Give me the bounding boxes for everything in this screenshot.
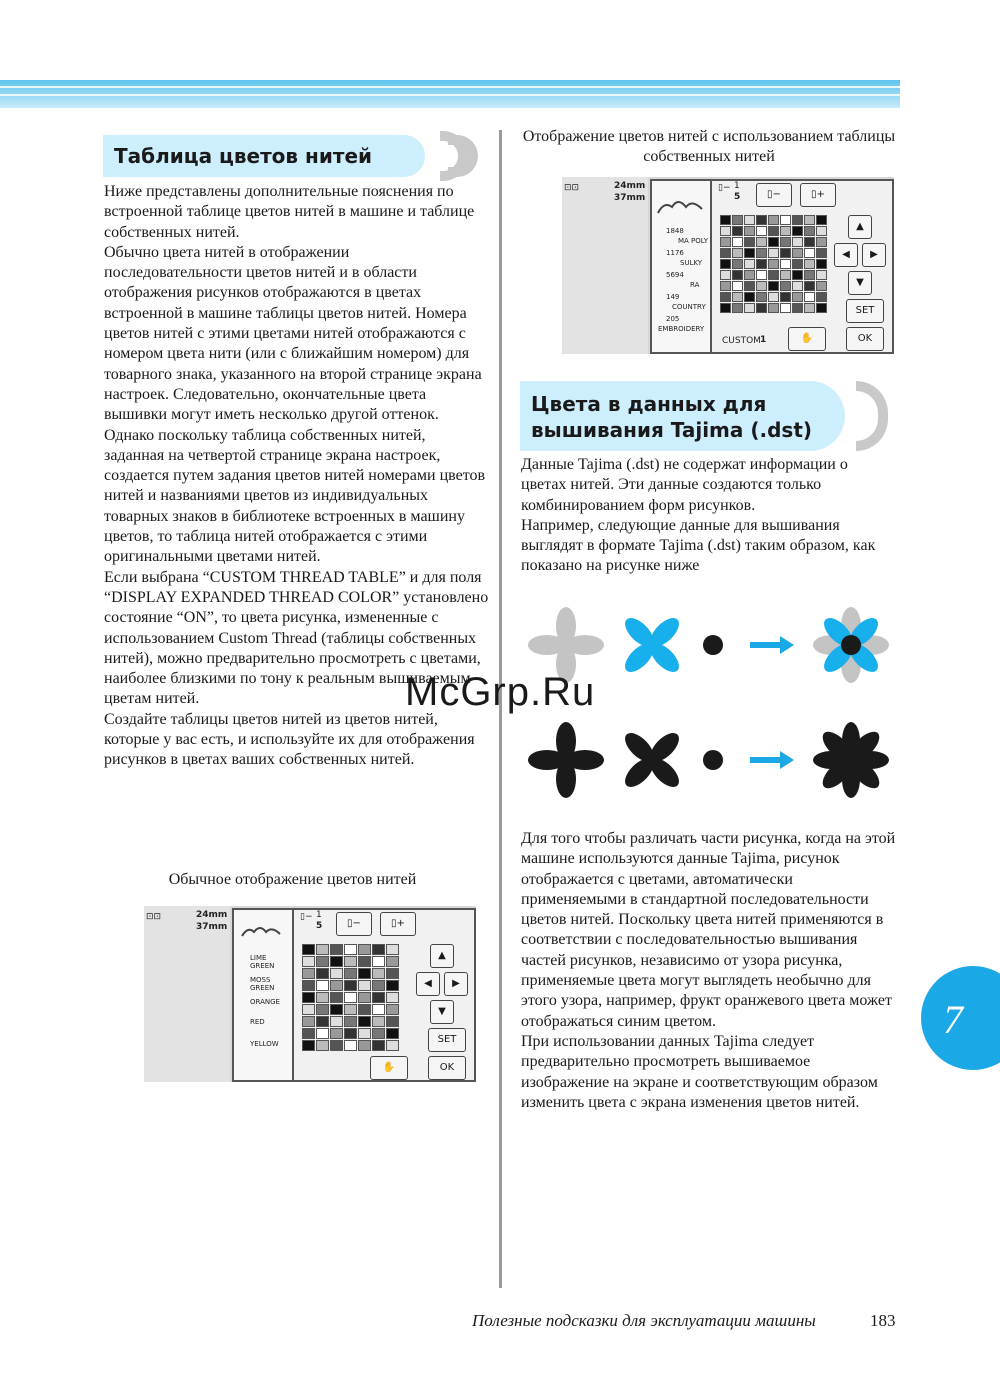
palette-swatch[interactable] [302,944,315,955]
palette-swatch[interactable] [756,281,767,291]
palette-swatch[interactable] [792,226,803,236]
palette-swatch[interactable] [386,1016,399,1027]
palette-swatch[interactable] [792,281,803,291]
palette-swatch[interactable] [316,1028,329,1039]
palette-swatch[interactable] [816,292,827,302]
palette-swatch[interactable] [386,956,399,967]
watermark: McGrp.Ru [405,670,596,714]
palette-swatch[interactable] [756,215,767,225]
screen-custom-thread-display [562,177,894,354]
paragraph: Обычно цвета нитей в отображении последовательности цветов нитей и в области отображения рисунков отображаются в цветах встроенной в машине таблицы цветов нитей. Номера цветов нитей с этими цветами нитей отображаются с номером цвета нити (или с ближайшим номером) для товарного знака, указанного на второй странице экрана настроек. Следовательно, окончательные цвета вышивки могут иметь несколько другой оттенок. [104,243,482,424]
heading-decoration [448,135,478,177]
palette-swatch[interactable] [720,259,731,269]
palette-swatch[interactable] [344,1028,357,1039]
palette-swatch[interactable] [344,980,357,991]
ok-button[interactable]: OK [846,327,884,351]
palette-swatch[interactable] [720,270,731,280]
palette-swatch[interactable] [316,1016,329,1027]
palette-swatch[interactable] [302,992,315,1003]
palette-swatch[interactable] [330,1016,343,1027]
palette-swatch[interactable] [358,968,371,979]
thread-item[interactable]: ORANGE [250,998,280,1006]
hoop-icon: ⊡⊡ [564,183,580,193]
left-arrow-button[interactable]: ◀ [834,243,858,267]
palette-swatch[interactable] [744,237,755,247]
palette-swatch[interactable] [804,281,815,291]
palette-swatch[interactable] [344,944,357,955]
petal [556,722,576,760]
custom-label: CUSTOM [722,336,761,346]
palette-swatch[interactable] [744,226,755,236]
palette-swatch[interactable] [792,248,803,258]
palette-swatch[interactable] [744,303,755,313]
palette-swatch[interactable] [804,226,815,236]
thread-item[interactable]: LIME GREEN [250,954,275,970]
page-number: 183 [870,1311,896,1330]
thread-minus-button[interactable]: ▯− [756,183,792,207]
palette-swatch[interactable] [744,281,755,291]
thread-number[interactable]: 205 [666,315,680,323]
palette-swatch[interactable] [386,1004,399,1015]
palette-swatch[interactable] [792,237,803,247]
design-thumbnail [240,922,284,940]
palette-swatch[interactable] [302,1016,315,1027]
palette-swatch[interactable] [792,292,803,302]
paragraph: Однако поскольку таблица собственных нитей, заданная на четвертой странице экрана настроек, создается путем задания цветов нитей номерами цветов нитей и названиями цветов из индивидуальных товарных знаков в библиотеке встроенных в машину цветов, то таблица нитей отображается с этими оригинальными цветами нитей. [104,426,486,566]
custom-table-number: 1 [760,335,767,345]
palette-swatch[interactable] [316,968,329,979]
header-band [0,80,900,108]
palette-swatch[interactable] [372,944,385,955]
palette-swatch[interactable] [780,292,791,302]
palette-swatch[interactable] [330,944,343,955]
palette-swatch[interactable] [732,292,743,302]
set-button[interactable]: SET [428,1028,466,1052]
palette-swatch[interactable] [792,259,803,269]
palette-swatch[interactable] [720,248,731,258]
heading-decoration [856,381,888,451]
palette-swatch[interactable] [804,259,815,269]
palette-swatch[interactable] [744,270,755,280]
palette-swatch[interactable] [780,237,791,247]
palette-swatch[interactable] [330,968,343,979]
paragraph: Данные Tajima (.dst) не содержат информации о цветах нитей. Эти данные создаются только комбинированием форм рисунков. [521,456,848,514]
palette-swatch[interactable] [330,1040,343,1051]
thread-number[interactable]: 149 [666,293,680,301]
up-arrow-button[interactable]: ▲ [430,944,454,968]
palette-swatch[interactable] [302,980,315,991]
palette-swatch[interactable] [316,992,329,1003]
palette-swatch[interactable] [732,259,743,269]
palette-swatch[interactable] [804,270,815,280]
palette-swatch[interactable] [756,226,767,236]
palette-swatch[interactable] [756,248,767,258]
color-palette[interactable] [302,944,399,1051]
palette-swatch[interactable] [720,237,731,247]
palette-swatch[interactable] [804,237,815,247]
palette-swatch[interactable] [372,1004,385,1015]
palette-swatch[interactable] [302,1040,315,1051]
chapter-tab[interactable] [921,966,1000,1070]
palette-swatch[interactable] [358,944,371,955]
palette-swatch[interactable] [344,968,357,979]
thread-minus-button[interactable]: ▯− [336,912,372,936]
palette-swatch[interactable] [816,259,827,269]
palette-swatch[interactable] [804,215,815,225]
palette-swatch[interactable] [816,237,827,247]
palette-swatch[interactable] [816,248,827,258]
palette-swatch[interactable] [756,292,767,302]
palette-swatch[interactable] [330,1004,343,1015]
screen-normal-thread-display [144,906,476,1082]
palette-swatch[interactable] [372,1040,385,1051]
palette-swatch[interactable] [720,226,731,236]
hand-icon[interactable]: ✋ [370,1056,408,1080]
palette-swatch[interactable] [804,303,815,313]
palette-swatch[interactable] [344,1040,357,1051]
section-heading-tajima [520,381,845,451]
palette-swatch[interactable] [316,944,329,955]
palette-swatch[interactable] [372,968,385,979]
palette-swatch[interactable] [316,956,329,967]
ok-button[interactable]: OK [428,1056,466,1080]
arrow-icon [750,751,794,769]
palette-swatch[interactable] [816,303,827,313]
palette-swatch[interactable] [768,226,779,236]
thread-panel [650,179,894,354]
palette-swatch[interactable] [720,281,731,291]
thread-brand: MA POLY [678,237,709,245]
palette-swatch[interactable] [768,281,779,291]
palette-swatch[interactable] [756,237,767,247]
design-thumbnail [656,195,704,217]
counter-top: 1 [316,910,322,920]
palette-swatch[interactable] [302,1028,315,1039]
palette-swatch[interactable] [780,248,791,258]
palette-swatch[interactable] [344,1004,357,1015]
palette-swatch[interactable] [372,956,385,967]
palette-swatch[interactable] [344,1016,357,1027]
palette-swatch[interactable] [386,992,399,1003]
thread-item[interactable]: YELLOW [250,1040,279,1048]
palette-swatch[interactable] [732,237,743,247]
palette-swatch[interactable] [316,1040,329,1051]
palette-swatch[interactable] [720,292,731,302]
size-width: 24mm [614,181,646,191]
palette-swatch[interactable] [358,1040,371,1051]
palette-swatch[interactable] [780,281,791,291]
paragraph: Например, следующие данные для вышивания выглядят в формате Tajima (.dst) таким образом, как показано на рисунке ниже [521,516,876,575]
palette-swatch[interactable] [372,980,385,991]
palette-swatch[interactable] [792,270,803,280]
paragraph: Если выбрана “CUSTOM THREAD TABLE” и для поля “DISPLAY EXPANDED THREAD COLOR” установлено состояние “ON”, то цвета рисунка, измененные с использованием Custom Thread (таблицы собственных нитей), можно предварительно просмотреть с цветами, наиболее близкими по тону к реальным вышиваемым цветам нитей. [104,568,489,708]
palette-swatch[interactable] [358,1004,371,1015]
thread-brand: EMBROIDERY [658,325,705,333]
palette-swatch[interactable] [744,248,755,258]
palette-swatch[interactable] [804,292,815,302]
palette-swatch[interactable] [732,226,743,236]
caption-custom-display: Отображение цветов нитей с использованием таблицы собственных нитей [522,128,896,165]
paragraph: Создайте таблицы цветов нитей из цветов нитей, которые у вас есть, и используйте их для отображения рисунков в цветах ваших собственных нитей. [104,710,475,769]
paragraph: При использовании данных Tajima следует предварительно просмотреть вышиваемое изображение на экране и соответствующим образом изменить цвета с экрана изменения цветов нитей. [521,1032,878,1111]
thread-number[interactable]: 1848 [666,227,684,235]
palette-swatch[interactable] [804,248,815,258]
palette-swatch[interactable] [344,992,357,1003]
palette-swatch[interactable] [302,968,315,979]
left-arrow-button[interactable]: ◀ [416,972,440,996]
palette-swatch[interactable] [816,281,827,291]
right-arrow-button[interactable]: ▶ [862,243,886,267]
palette-swatch[interactable] [720,215,731,225]
thread-panel [232,908,476,1082]
center-dot [703,750,723,770]
palette-swatch[interactable] [756,303,767,313]
palette-swatch[interactable] [302,1004,315,1015]
counter-bottom: 5 [734,192,741,202]
palette-swatch[interactable] [386,1028,399,1039]
size-height: 37mm [196,922,228,932]
header-stripe [0,94,900,96]
palette-swatch[interactable] [358,980,371,991]
palette-swatch[interactable] [768,292,779,302]
thread-number[interactable]: 1176 [666,249,684,257]
center-dot [703,635,723,655]
thread-item[interactable]: MOSS GREEN [250,976,275,992]
hoop-icon: ⊡⊡ [146,912,162,922]
heading-line-2: вышивания Tajima (.dst) [531,418,813,442]
palette-swatch[interactable] [358,1016,371,1027]
palette-swatch[interactable] [316,980,329,991]
color-palette[interactable] [720,215,827,313]
palette-swatch[interactable] [732,248,743,258]
caption-normal-display: Обычное отображение цветов нитей [168,871,417,888]
palette-swatch[interactable] [302,956,315,967]
palette-swatch[interactable] [780,303,791,313]
hand-icon[interactable]: ✋ [788,327,826,351]
right-arrow-button[interactable]: ▶ [444,972,468,996]
petal [556,607,576,645]
palette-swatch[interactable] [816,215,827,225]
paragraph: Для того чтобы различать части рисунка, когда на этой машине используются данные Tajima, рисунок отображается с цветами, автоматически применяемыми в стандартной последовательности цветов нитей. Поскольку цвета нитей применяются в соответствии с последовательностью вышивания частей рисунков, независимо от узора рисунка, применяемые цвета могут выглядеть необычно для этого узора, например, фрукт оранжевого цвета может отображаться синим цветом. [521,830,896,1030]
palette-swatch[interactable] [744,259,755,269]
palette-swatch[interactable] [792,215,803,225]
palette-swatch[interactable] [756,270,767,280]
palette-swatch[interactable] [316,1004,329,1015]
palette-swatch[interactable] [386,944,399,955]
set-button[interactable]: SET [846,299,884,323]
palette-swatch[interactable] [372,1016,385,1027]
counter-top: 1 [734,181,740,191]
down-arrow-button[interactable]: ▼ [430,1000,454,1024]
thread-item[interactable]: RED [250,1018,265,1026]
preview-area [562,177,648,354]
palette-swatch[interactable] [330,992,343,1003]
paragraph: Ниже представлены дополнительные пояснения по встроенной таблице цветов нитей в машине и таблице собственных нитей. [104,183,475,241]
palette-swatch[interactable] [780,259,791,269]
center-dot [841,750,861,770]
heading-text: Таблица цветов нитей [114,144,373,168]
section-heading-thread-table [103,135,425,177]
palette-swatch[interactable] [732,270,743,280]
palette-swatch[interactable] [768,248,779,258]
palette-swatch[interactable] [780,215,791,225]
palette-swatch[interactable] [344,956,357,967]
counter-bottom: 5 [316,921,323,931]
palette-swatch[interactable] [358,1028,371,1039]
palette-swatch[interactable] [720,303,731,313]
palette-swatch[interactable] [386,1040,399,1051]
thread-plus-button[interactable]: ▯+ [800,183,836,207]
palette-swatch[interactable] [768,270,779,280]
palette-swatch[interactable] [372,1028,385,1039]
center-dot [841,635,861,655]
thread-brand: SULKY [680,259,703,267]
palette-swatch[interactable] [386,968,399,979]
palette-swatch[interactable] [372,992,385,1003]
footer-title: Полезные подсказки для эксплуатации машины [472,1311,816,1330]
palette-swatch[interactable] [816,226,827,236]
thread-brand: RA [690,281,700,289]
palette-swatch[interactable] [744,292,755,302]
arrow-icon [750,636,794,654]
thread-list [652,181,712,352]
palette-swatch[interactable] [358,992,371,1003]
palette-swatch[interactable] [756,259,767,269]
palette-swatch[interactable] [768,215,779,225]
palette-swatch[interactable] [792,303,803,313]
chapter-number: 7 [943,997,963,1042]
size-height: 37mm [614,193,646,203]
palette-swatch[interactable] [816,270,827,280]
palette-swatch[interactable] [768,259,779,269]
palette-swatch[interactable] [732,303,743,313]
thread-plus-button[interactable]: ▯+ [380,912,416,936]
heading-line-1: Цвета в данных для [531,392,767,416]
preview-area [144,906,230,1082]
size-width: 24mm [196,910,228,920]
palette-swatch[interactable] [780,270,791,280]
palette-swatch[interactable] [768,237,779,247]
header-stripe [0,86,900,88]
thread-brand: COUNTRY [672,303,706,311]
palette-swatch[interactable] [780,226,791,236]
thread-number[interactable]: 5694 [666,271,684,279]
palette-swatch[interactable] [330,956,343,967]
needle-counter-icon: ▯− [300,912,313,922]
palette-swatch[interactable] [732,215,743,225]
palette-swatch[interactable] [732,281,743,291]
palette-swatch[interactable] [768,303,779,313]
palette-swatch[interactable] [386,980,399,991]
right-body-bottom [521,829,899,1113]
right-body-top [521,455,896,577]
palette-swatch[interactable] [744,215,755,225]
up-arrow-button[interactable]: ▲ [848,215,872,239]
palette-swatch[interactable] [330,980,343,991]
thread-list [234,910,294,1080]
palette-swatch[interactable] [330,1028,343,1039]
palette-swatch[interactable] [358,956,371,967]
needle-counter-icon: ▯− [718,183,731,193]
down-arrow-button[interactable]: ▼ [848,271,872,295]
